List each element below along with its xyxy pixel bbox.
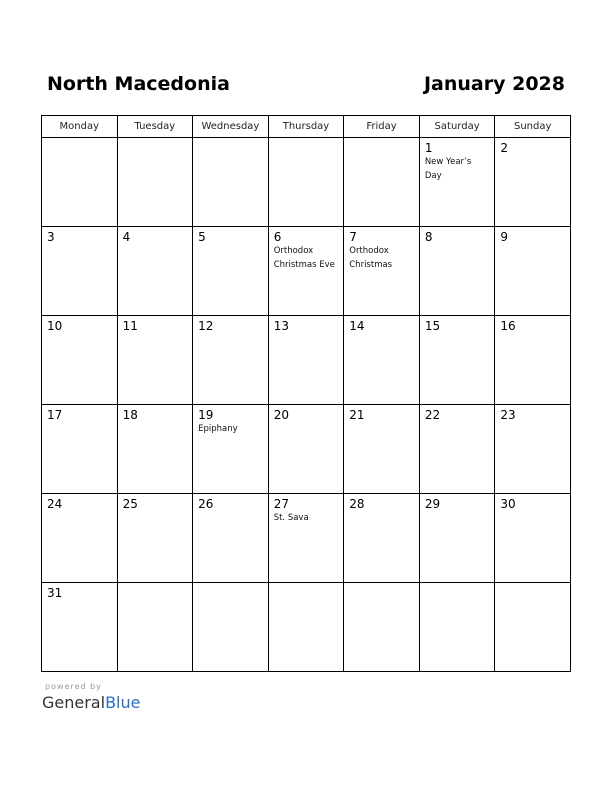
day-number: 10 [47,319,63,333]
week-row [42,316,571,405]
empty-day-cell [193,138,269,227]
day-number: 26 [198,497,214,511]
day-number: 22 [424,408,441,422]
weekday-monday: Monday [42,116,118,138]
day-cell [42,316,118,405]
calendar-grid [41,115,571,672]
empty-day-cell [344,138,420,227]
empty-day-cell [117,583,193,672]
empty-day-cell [193,583,269,672]
day-number: 9 [500,230,509,244]
day-cell [344,227,420,316]
day-number: 17 [47,408,63,422]
day-cell [419,138,495,227]
day-cell [193,405,269,494]
day-cell [419,227,495,316]
day-cell [42,405,118,494]
day-number: 27 [273,497,289,511]
day-number: 6 [273,230,282,244]
holiday-label: Christmas Eve [273,260,335,270]
powered-by-text: powered by [45,682,102,691]
day-cell [117,494,193,583]
calendar-body [42,138,571,672]
calendar-header [41,70,571,100]
day-number: 30 [500,497,516,511]
empty-day-cell [344,583,420,672]
day-number: 1 [424,141,433,155]
weekday-tuesday: Tuesday [117,116,193,138]
weekday-sunday: Sunday [495,116,571,138]
day-number: 8 [424,230,433,244]
holiday-label: Orthodox [273,246,314,256]
day-cell [419,494,495,583]
weekday-saturday: Saturday [419,116,495,138]
day-number: 21 [349,408,365,422]
brand-general: General [42,693,106,712]
holiday-label: Orthodox [349,246,389,256]
day-number: 20 [273,408,289,422]
week-row [42,583,571,672]
day-number: 29 [424,497,441,511]
holiday-label: Day [424,171,442,181]
empty-day-cell [117,138,193,227]
empty-day-cell [268,583,344,672]
day-cell [42,494,118,583]
empty-day-cell [495,583,571,672]
day-cell [117,405,193,494]
holiday-label: St. Sava [273,513,309,523]
day-cell [117,227,193,316]
day-cell [419,316,495,405]
empty-day-cell [419,583,495,672]
day-cell [268,494,344,583]
day-cell [42,583,118,672]
week-row [42,227,571,316]
footer [42,682,140,712]
day-number: 25 [122,497,138,511]
generalblue-logo [42,693,140,712]
weekday-thursday: Thursday [268,116,344,138]
day-cell [495,405,571,494]
day-number: 15 [424,319,441,333]
day-cell [495,227,571,316]
day-number: 16 [500,319,516,333]
day-number: 23 [500,408,516,422]
day-cell [495,494,571,583]
day-number: 28 [349,497,365,511]
day-number: 19 [198,408,214,422]
day-number: 7 [349,230,357,244]
day-number: 24 [47,497,63,511]
weekday-header-row [42,116,571,138]
day-cell [268,316,344,405]
day-number: 13 [273,319,289,333]
day-number: 12 [198,319,214,333]
holiday-label: New Year’s [424,157,472,167]
day-cell [193,227,269,316]
brand-blue: Blue [105,693,141,712]
day-cell [344,494,420,583]
day-cell [268,227,344,316]
day-cell [268,405,344,494]
day-cell [419,405,495,494]
day-cell [193,316,269,405]
day-number: 2 [500,141,509,155]
country-title: North Macedonia [47,73,230,95]
weekday-friday: Friday [344,116,420,138]
holiday-label: Christmas [349,260,393,270]
day-number: 31 [47,586,63,600]
day-cell [42,227,118,316]
day-number: 5 [198,230,206,244]
day-number: 18 [122,408,138,422]
day-cell [344,405,420,494]
empty-day-cell [42,138,118,227]
day-cell [495,316,571,405]
day-cell [193,494,269,583]
month-year-title: January 2028 [423,73,565,95]
empty-day-cell [268,138,344,227]
day-cell [344,316,420,405]
day-cell [495,138,571,227]
weekday-wednesday: Wednesday [193,116,269,138]
day-cell [117,316,193,405]
holiday-label: Epiphany [198,424,238,434]
day-number: 3 [47,230,55,244]
day-number: 4 [122,230,131,244]
week-row [42,405,571,494]
day-number: 11 [122,319,138,333]
day-number: 14 [349,319,365,333]
week-row [42,138,571,227]
week-row [42,494,571,583]
